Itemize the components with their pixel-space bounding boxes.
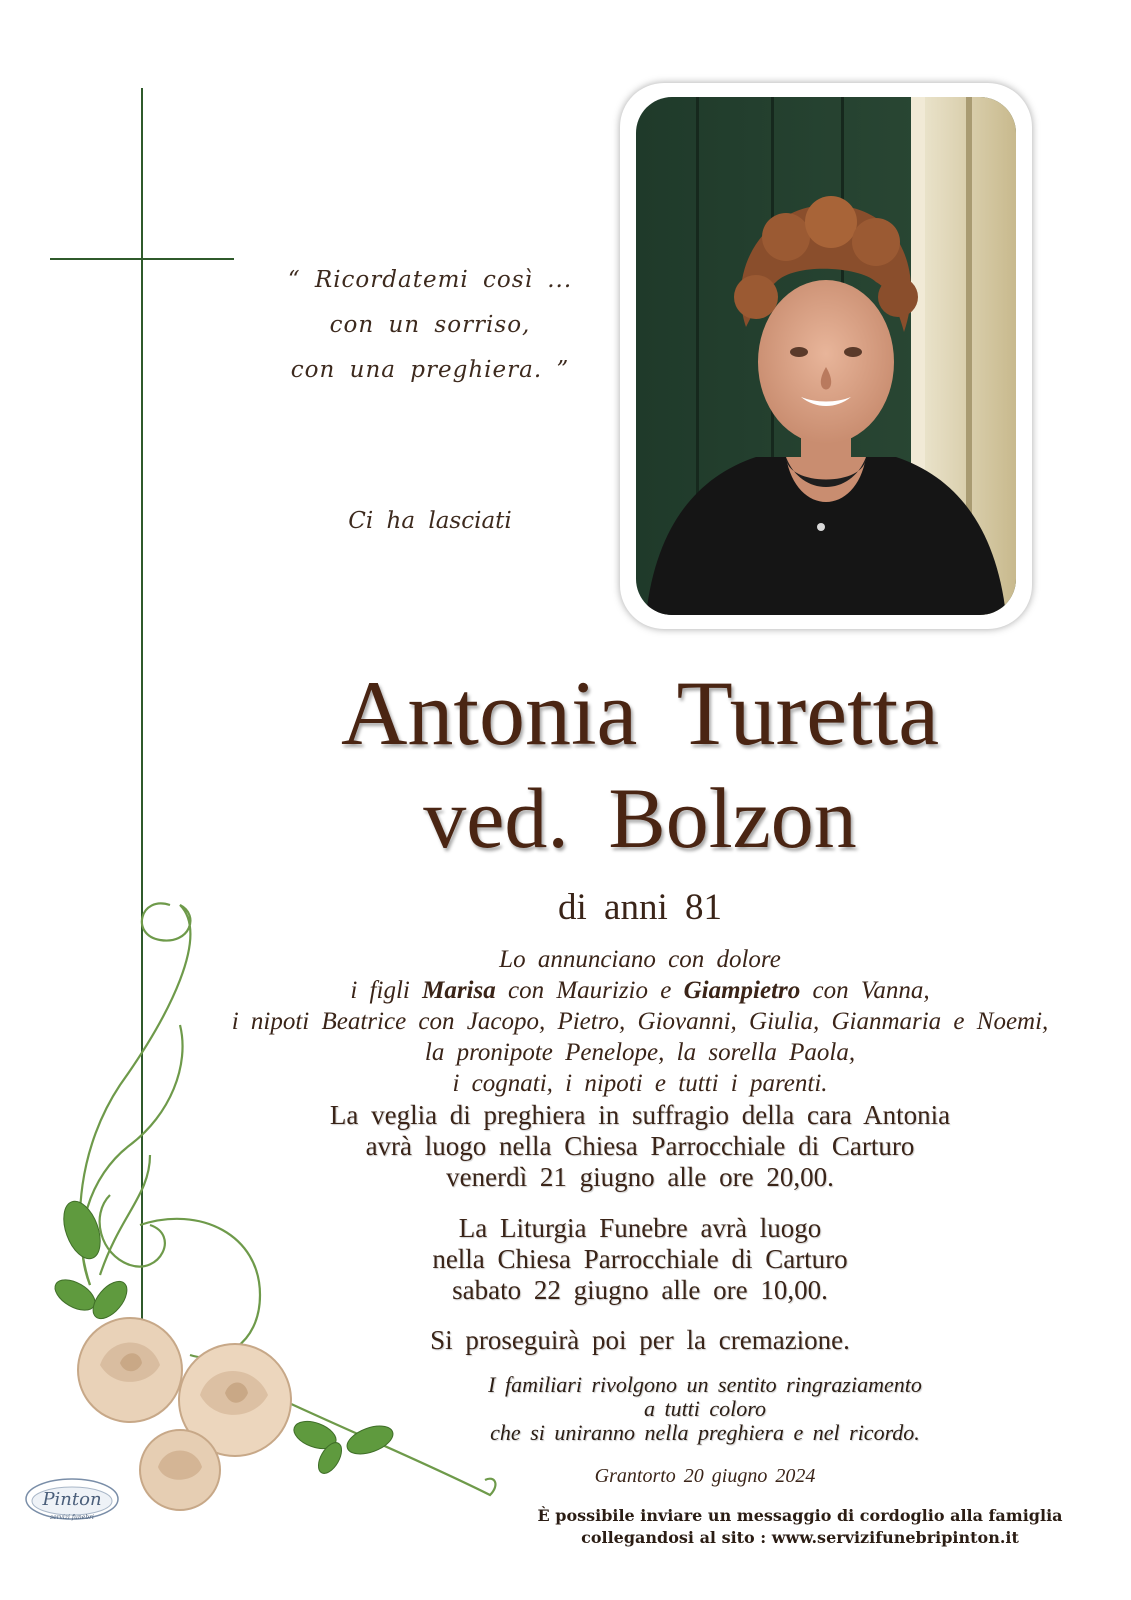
- footer-note: [480, 1505, 1120, 1549]
- children-label: i figli: [350, 977, 410, 1004]
- pinton-logo: [22, 1475, 122, 1527]
- child-spouse-2: con Vanna,: [812, 977, 930, 1004]
- announcement-line-3: i nipoti Beatrice con Jacopo, Pietro, Giovanni, Giulia, Gianmaria e Noemi,: [231, 1008, 1049, 1035]
- quote-line-1: “ Ricordatemi così ...: [287, 267, 573, 293]
- vigil-line-3: venerdì 21 giugno alle ore 20,00.: [446, 1162, 834, 1192]
- child-name-1: Marisa: [422, 977, 496, 1004]
- funeral-line-1: La Liturgia Funebre avrà luogo: [458, 1213, 822, 1243]
- footer-line-2[interactable]: collegandosi al sito : www.servizifunebripinton.it: [581, 1528, 1019, 1547]
- vigil-line-2: avrà luogo nella Chiesa Parrocchiale di Carturo: [365, 1131, 915, 1161]
- quote-line-3: con una preghiera. ”: [290, 357, 570, 383]
- child-name-2: Giampietro: [683, 977, 801, 1004]
- thanks-line-3: che si uniranno nella preghiera e nel ricordo.: [490, 1420, 920, 1445]
- portrait-illustration: [636, 97, 1016, 615]
- logo-name: Pinton: [42, 1489, 102, 1510]
- announcement-line-1: Lo annunciano con dolore: [499, 946, 781, 973]
- thanks-line-2: a tutti coloro: [643, 1396, 767, 1421]
- age-text: di anni 81: [558, 887, 722, 928]
- funeral-line-2: nella Chiesa Parrocchiale di Carturo: [432, 1244, 848, 1274]
- place-date: Grantorto 20 giugno 2024: [594, 1465, 816, 1487]
- thanks-line-1: I familiari rivolgono un sentito ringraziamento: [488, 1372, 922, 1397]
- rose-decoration: [30, 895, 510, 1515]
- announcement-line-4: la pronipote Penelope, la sorella Paola,: [424, 1039, 856, 1066]
- quote-line-2: con un sorriso,: [329, 312, 531, 338]
- deceased-name: Antonia Turetta: [340, 662, 940, 764]
- funeral-line-3: sabato 22 giugno alle ore 10,00.: [452, 1275, 828, 1305]
- cross-horizontal-line: [50, 258, 234, 260]
- vigil-line-1: La veglia di preghiera in suffragio della cara Antonia: [329, 1100, 951, 1130]
- memorial-quote: [250, 258, 610, 393]
- cremation-text: Si proseguirà poi per la cremazione.: [430, 1325, 850, 1355]
- logo-tagline: servizi funebri: [50, 1514, 94, 1521]
- deceased-surname-married: ved. Bolzon: [423, 770, 857, 866]
- footer-line-1: È possibile inviare un messaggio di cordoglio alla famiglia: [537, 1506, 1063, 1525]
- passed-away-text: Ci ha lasciati: [348, 508, 512, 534]
- portrait-photo: [636, 97, 1016, 615]
- child-spouse-1: con Maurizio e: [507, 977, 672, 1004]
- announcement-line-5: i cognati, i nipoti e tutti i parenti.: [452, 1070, 828, 1097]
